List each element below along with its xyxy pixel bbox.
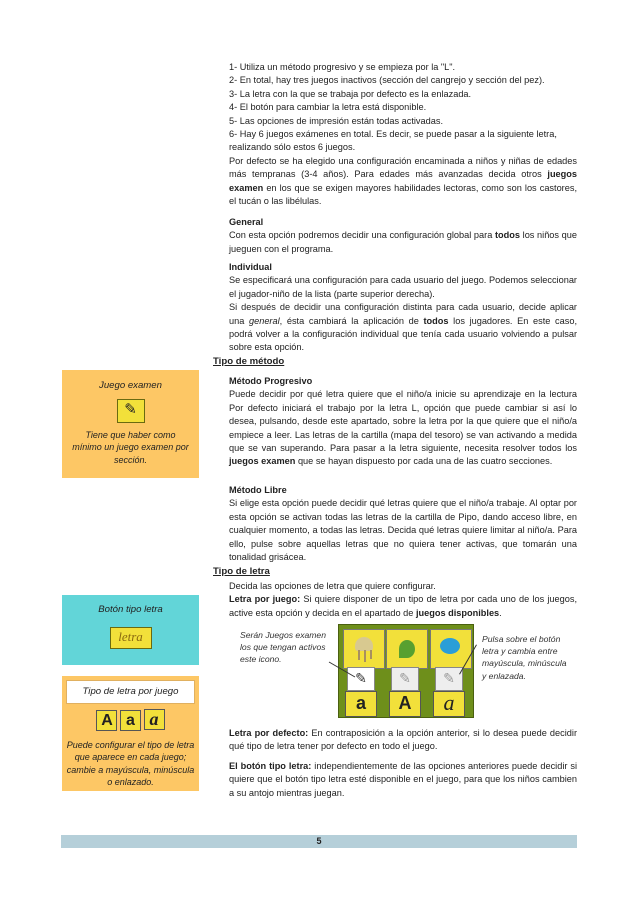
tipo-letra-heading: Tipo de letra [213,566,270,577]
lowercase-letter-button[interactable]: a [120,710,141,731]
sidebar-tipo-text: Puede configurar el tipo de letra que aparece en cada juego; cambie a mayúscula, minúscula o enlazado. [66,739,195,787]
figure-note-left: Serán Juegos examen los que tengan activos este icono. [240,630,326,665]
sidebar-juego-examen [62,370,199,478]
sidebar-boton-title: Botón tipo letra [98,604,163,615]
general-section: General Con esta opción podremos decidir una configuración global para todos los niños que jueguen con el programa. [229,217,577,254]
progresivo-section: Método Progresivo Puede decidir por qué letra quiere que el niño/a inicie su aprendizaje en la lectura Por defecto iniciará el trabajo por la letra L, opción que puede cambiar si así lo desea, pulsando, desde este apartado, sobre la letra por la que quiere que el niño/a empiece a leer. Las letras de la cartilla (mapa del tesoro) se van activando a medida que se van superando. Para pasar a la letra siguiente, necesita resolver todos los juegos examen que se hayan dispuesto por cada una de las cuatro secciones. [229,376,577,467]
leaf-game-icon[interactable] [386,629,428,669]
letra-button[interactable]: letra [110,627,152,649]
sidebar-tipo-title: Tipo de letra por juego [82,686,179,697]
pencil-icon: ✎ [117,399,145,423]
sidebar-boton-tipo-letra [62,595,199,665]
letter-figure [338,624,474,718]
letra-defecto-paragraph: Letra por defecto: En contraposición a la opción anterior, si lo desea puede decidir qué tipo de letra tener por defecto en todo el juego. [229,728,577,752]
tipo-metodo-heading: Tipo de método [213,356,285,367]
tipo-letra-section: Decida las opciones de letra que quiere configurar. Letra por juego: Si quiere disponer de un tipo de letra por cada uno de los juegos, active esta opción y decida en el apartado de juegos disponibles. [229,581,577,618]
letter-button-lowercase[interactable]: a [345,691,377,717]
sidebar-juego-text: Tiene que haber como mínimo un juego examen por sección. [72,429,189,465]
list-item: 2- En total, hay tres juegos inactivos (sección del cangrejo y sección del pez). [229,75,545,86]
list-item: 6- Hay 6 juegos exámenes en total. Es decir, se puede pasar a la siguiente letra, realizando sólo estos 6 juegos. [229,129,557,153]
boton-letra-paragraph: El botón tipo letra: independientemente de las opciones anteriores puede decidir si quiere que el botón tipo letra esté disponible en el juego, para que los niños cambien a su antojo mientras juegan. [229,761,577,798]
letter-type-buttons [62,709,199,731]
page-footer [61,835,577,848]
defecto-paragraph: Por defecto se ha elegido una configuración encaminada a niños y niñas de edades más tempranas (3-4 años). Para edades más avanzadas decida otros juegos examen en los que se exigen mayores habilidades lectoras, como son los castores, el tucán o las libélulas. [229,156,577,207]
uppercase-letter-button[interactable]: A [96,710,117,731]
letter-button-uppercase[interactable]: A [389,691,421,717]
intro-list [229,61,577,155]
libre-title: Método Libre [229,485,287,495]
jellyfish-game-icon[interactable] [343,629,385,669]
sidebar-juego-title: Juego examen [99,380,162,391]
libre-section: Método Libre Si elige esta opción puede decidir qué letras quiere que el niño/a trabaje. Al optar por esta opción se activan todas las letras de la cartilla de Pipo, dando acceso libre, en cualquier momento, a todas las letras. Decida qué letras quiere limitar al niño/a. Para ello, pulse sobre aquellas letras que no quiera tener activas, que tomarán una tonalidad grisácea. [229,485,577,563]
exam-pencil-icon[interactable]: ✎ [391,667,419,691]
exam-pencil-icon[interactable]: ✎ [347,667,375,691]
exam-pencil-icon[interactable]: ✎ [435,667,463,691]
progresivo-title: Método Progresivo [229,376,313,386]
individual-title: Individual [229,262,272,272]
page-number: 5 [316,836,322,846]
list-item: 4- El botón para cambiar la letra está disponible. [229,102,427,113]
general-title: General [229,217,264,227]
cursive-letter-button[interactable]: a [144,709,165,730]
individual-section: Individual Se especificará una configuración para cada usuario del juego. Podemos seleccionar el jugador-niño de la lista (parte superior derecha). Si después de decidir una configuración distinta para cada usuario, decide aplicar una general, ésta cambiará la aplicación de todos los jugadores. En este caso, podrá volver a la configuración individual que tenía cada usuario volviendo a pulsar sobre esta opción. [229,262,577,353]
list-item: 1- Utiliza un método progresivo y se empieza por la "L". [229,62,456,72]
letter-button-cursive[interactable]: a [433,691,465,717]
sidebar-tipo-letra-juego [62,676,199,791]
list-item: 5- Las opciones de impresión están todas activadas. [229,115,443,126]
list-item: 3- La letra con la que se trabaja por defecto es la enlazada. [229,88,472,99]
figure-note-right: Pulsa sobre el botón letra y cambia entre mayúscula, minúscula y enlazada. [482,634,567,681]
